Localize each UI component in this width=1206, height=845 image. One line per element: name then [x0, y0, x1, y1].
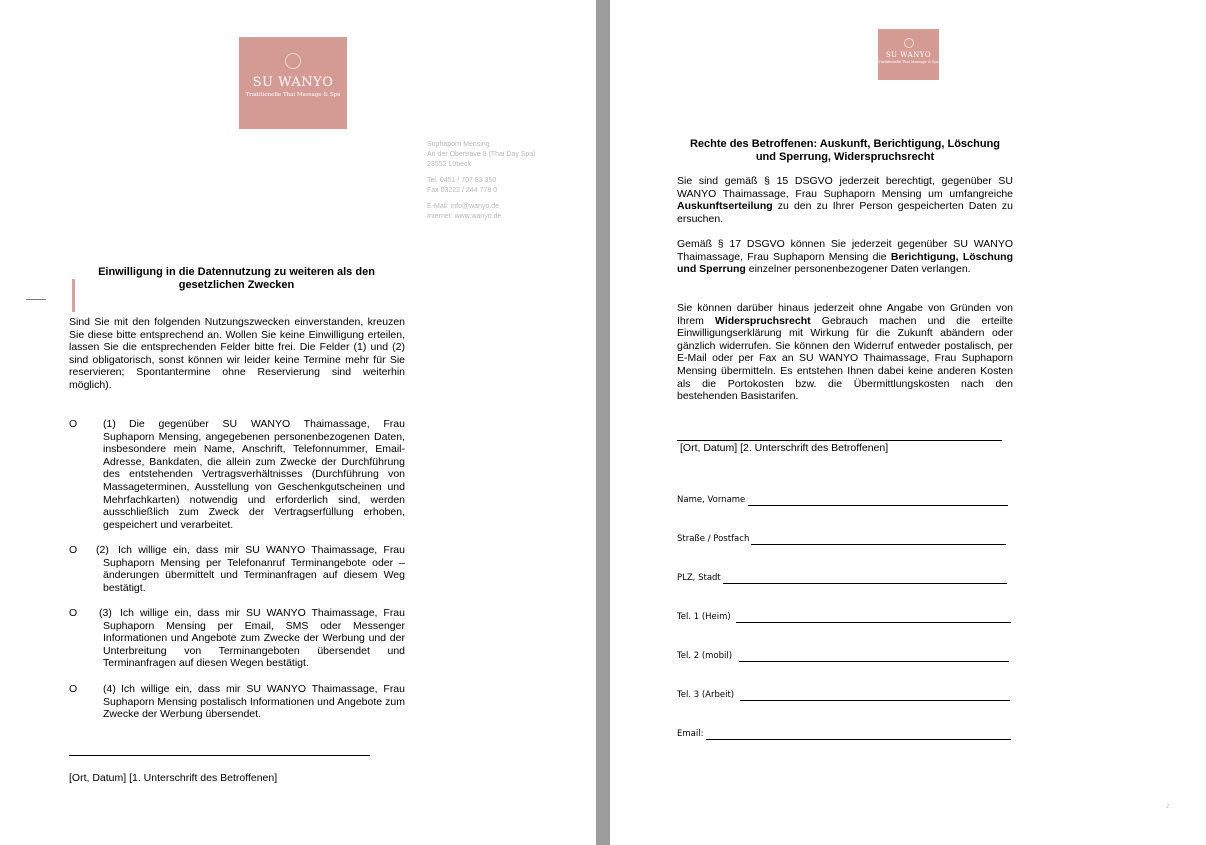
logo-tagline: Traditionelle Thai Massage & Spa — [245, 92, 341, 98]
signature-label-1: [Ort, Datum] [1. Unterschrift des Betroffenen] — [69, 772, 278, 784]
option-text: Ich willige ein, dass mir SU WANYO Thaimassage, Frau Suphaporn Mensing per Email, SMS oder Messenger Informationen und Angebote zum Zwecke der Werbung und der Unterbreitung von Terminangeboten übersendet und Terminanfragen auf diesen Wegen bestätigt. — [103, 607, 405, 670]
address-tel: Tel. 0451 / 707 83 350 — [427, 177, 497, 184]
field-tel2-input[interactable] — [739, 661, 1009, 662]
field-street-label: Straße / Postfach — [677, 534, 750, 544]
field-email-input[interactable] — [706, 739, 1011, 740]
page2-para-widerspruch: Sie können darüber hinaus jederzeit ohne Angabe von Gründen von Ihrem Widerspruchsrecht Gebrauch machen und die erteilte Einwilligungserklärung mit Wirkung für die Zukunft abändern oder gänzlich widerrufen. Sie können den Widerruf entweder postalisch, per E-Mail oder per Fax an SU WANYO Thaimassage, Frau Suphaporn Mensing übermitteln. Es entstehen Ihnen dabei keine anderen Kosten als die Portokosten bzw. die Übermittlungskosten nach den bestehenden Basistarifen. — [677, 302, 1013, 403]
su-wanyo-logo-small — [878, 29, 939, 80]
sender-address — [427, 140, 587, 222]
address-city: 23552 Lübeck — [427, 161, 471, 168]
spiral-icon — [904, 38, 914, 48]
logo-brand: SU WANYO — [885, 51, 932, 59]
consent-option-1[interactable]: O (1) Die gegenüber SU WANYO Thaimassage, Frau Suphaporn Mensing, angegebenen personenbezogenen Daten, insbesondere mein Name, Anschrift, Telefonnummer, Email-Adresse, Bankdaten, die allein zum Zwecke der Durchführung des entstehenden Vertragsverhältnisses (Durchführung von Massageterminen, Ausstellung von Geschenkgutscheinen und Mehrfachkarten) notwendig und erforderlich sind, werden ausschließlich zum Zweck der Vertragserfüllung erhoben, gespeichert und verarbeitet. — [69, 418, 405, 531]
page-number: 2 — [1166, 804, 1170, 810]
address-email: E-Mail: info@wanyo.de — [427, 203, 500, 210]
signature-label-2: [Ort, Datum] [2. Unterschrift des Betroffenen] — [680, 442, 889, 454]
option-text: Ich willige ein, dass mir SU WANYO Thaimassage, Frau Suphaporn Mensing per Telefonanruf Terminangebote oder –änderungen übermittelt und Terminanfragen auf diesem Weg bestätigt. — [103, 544, 405, 594]
page2-heading: Rechte des Betroffenen: Auskunft, Berichtigung, Löschung und Sperrung, Widerspruchsrecht — [689, 138, 1001, 163]
field-tel3-input[interactable] — [740, 700, 1010, 701]
logo-brand: SU WANYO — [252, 75, 334, 90]
page1-heading: Einwilligung in die Datennutzung zu weiteren als den gesetzlichen Zwecken — [98, 266, 375, 291]
field-name-input[interactable] — [748, 505, 1008, 506]
page2-para-berichtigung: Gemäß § 17 DSGVO können Sie jederzeit gegenüber SU WANYO Thaimassage, Frau Suphaporn Mensing die Berichtigung, Löschung und Sperrung einzelner personenbezogener Daten verlangen. — [677, 238, 1014, 276]
checkbox-circle[interactable]: O — [69, 418, 78, 430]
document-page-2 — [610, 0, 1206, 845]
spiral-icon — [285, 53, 301, 69]
address-name: Suphaporn Mensing — [427, 141, 490, 148]
page1-intro: Sind Sie mit den folgenden Nutzungszwecken einverstanden, kreuzen Sie diese bitte entsprechend an. Wollen Sie keine Einwilligung erteilen, lassen Sie die entsprechenden Felder bitte frei. Die Felder (1) und (2) sind obligatorisch, sonst können wir leider keine Termine mehr für Sie reservieren; Spontantermine ohne Reservierung sind weiterhin möglich). — [69, 316, 405, 391]
consent-option-2[interactable]: O (2) Ich willige ein, dass mir SU WANYO Thaimassage, Frau Suphaporn Mensing per Telefonanruf Terminangebote oder –änderungen übermittelt und Terminanfragen auf diesem Weg bestätigt. — [69, 544, 405, 594]
address-fax: Fax 03222 / 244 778 0 — [427, 187, 498, 194]
page2-para-auskunft: Sie sind gemäß § 15 DSGVO jederzeit berechtigt, gegenüber SU WANYO Thaimassage, Frau Suphaporn Mensing um umfangreiche Auskunftserteilung zu den zu Ihrer Person gespeicherten Daten zu ersuchen. — [677, 175, 1013, 225]
logo-tagline: Traditionelle Thai Massage & Spa — [878, 60, 939, 64]
field-city-label: PLZ, Stadt — [677, 573, 721, 583]
field-street-input[interactable] — [751, 544, 1006, 545]
consent-option-4[interactable]: O (4) Ich willige ein, dass mir SU WANYO Thaimassage, Frau Suphaporn Mensing postalisch Informationen und Angebote zum Zwecke der Werbung übersendet. — [69, 683, 405, 721]
checkbox-circle[interactable]: O — [69, 544, 78, 556]
field-tel1-input[interactable] — [736, 622, 1011, 623]
field-name-label: Name, Vorname — [677, 495, 746, 505]
field-tel2-label: Tel. 2 (mobil) — [677, 651, 733, 661]
field-city-input[interactable] — [723, 583, 1007, 584]
margin-marker — [26, 299, 46, 300]
address-street: An der Obertrave 8 (Thai Day Spa) — [427, 151, 536, 158]
signature-line-2 — [677, 440, 1002, 441]
field-email-label: Email: — [677, 729, 704, 739]
consent-option-3[interactable]: O (3) Ich willige ein, dass mir SU WANYO Thaimassage, Frau Suphaporn Mensing per Email, SMS oder Messenger Informationen und Angebote zum Zwecke der Werbung und der Unterbreitung von Terminangeboten übersendet und Terminanfragen auf diesen Wegen bestätigt. — [69, 607, 405, 670]
checkbox-circle[interactable]: O — [69, 683, 78, 695]
address-internet: Internet: www.wanyo.de — [427, 213, 502, 220]
checkbox-circle[interactable]: O — [69, 607, 78, 619]
field-tel1-label: Tel. 1 (Heim) — [677, 612, 731, 622]
option-text: Ich willige ein, dass mir SU WANYO Thaimassage, Frau Suphaporn Mensing postalisch Informationen und Angebote zum Zwecke der Werbung übersendet. — [103, 683, 405, 721]
signature-line-1 — [69, 755, 370, 756]
su-wanyo-logo — [239, 37, 347, 129]
page-gap — [596, 0, 610, 845]
option-text: Die gegenüber SU WANYO Thaimassage, Frau Suphaporn Mensing, angegebenen personenbezogenen Daten, insbesondere mein Name, Anschrift, Telefonnummer, Email-Adresse, Bankdaten, die allein zum Zwecke der Durchführung des entstehenden Vertragsverhältnisses (Durchführung von Massageterminen, Ausstellung von Geschenkgutscheinen und Mehrfachkarten) notwendig und erforderlich sind, werden ausschließlich zum Zweck der Vertragserfüllung erhoben, gespeichert und verarbeitet. — [103, 418, 405, 531]
field-tel3-label: Tel. 3 (Arbeit) — [677, 690, 735, 700]
